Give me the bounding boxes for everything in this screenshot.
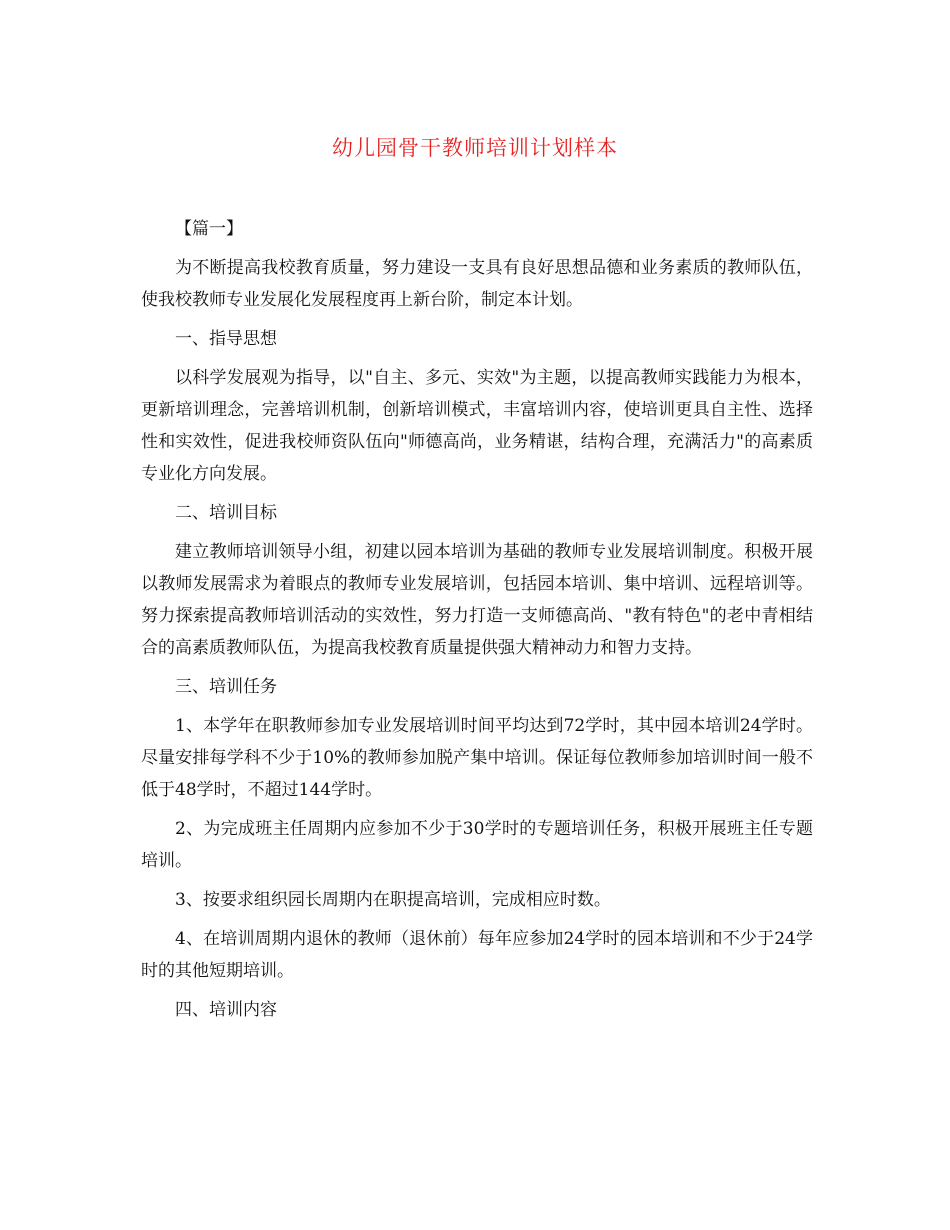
document-body (141, 213, 813, 1033)
task-item-2: 2、为完成班主任周期内应参加不少于30学时的专题培训任务，积极开展班主任专题培训。 (141, 819, 813, 871)
document-title: 幼儿园骨干教师培训计划样本 (332, 136, 618, 160)
heading-guiding-ideology: 一、指导思想 (175, 329, 277, 349)
guiding-ideology-paragraph: 以科学发展观为指导，以"自主、多元、实效"为主题，以提高教师实践能力为根本，更新培训理念，完善培训机制，创新培训模式，丰富培训内容，使培训更具自主性、选择性和实效性，促进我校师资队伍向"师德高尚，业务精谌，结构合理，充满活力"的高素质专业化方向发展。 (141, 368, 813, 484)
task-item-3: 3、按要求组织园长周期内在职提高培训，完成相应时数。 (175, 890, 611, 910)
heading-training-goals: 二、培训目标 (175, 503, 277, 523)
task-item-1: 1、本学年在职教师参加专业发展培训时间平均达到72学时，其中园本培训24学时。尽量安排每学科不少于10%的教师参加脱产集中培训。保证每位教师参加培训时间一般不低于48学时，不超过144学时。 (141, 716, 813, 800)
section-label: 【篇一】 (175, 219, 243, 239)
heading-training-tasks: 三、培训任务 (175, 677, 277, 697)
task-item-4: 4、在培训周期内退休的教师（退休前）每年应参加24学时的园本培训和不少于24学时的其他短期培训。 (141, 929, 813, 981)
training-goals-paragraph: 建立教师培训领导小组，初建以园本培训为基础的教师专业发展培训制度。积极开展以教师发展需求为着眼点的教师专业发展培训，包括园本培训、集中培训、远程培训等。努力探索提高教师培训活动的实效性，努力打造一支师德高尚、"教有特色"的老中青相结合的高素质教师队伍，为提高我校教育质量提供强大精神动力和智力支持。 (141, 542, 813, 658)
heading-training-content: 四、培训内容 (175, 1000, 277, 1020)
intro-paragraph: 为不断提高我校教育质量，努力建设一支具有良好思想品德和业务素质的教师队伍，使我校教师专业发展化发展程度再上新台阶，制定本计划。 (141, 258, 813, 310)
